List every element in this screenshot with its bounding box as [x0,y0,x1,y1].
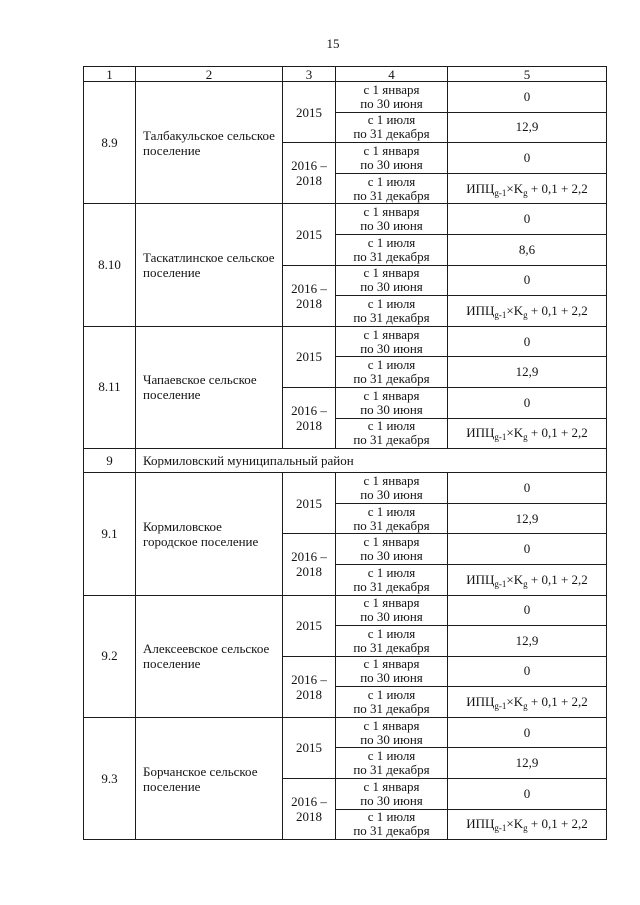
period-line: по 30 июня [360,340,423,356]
settlement-name-line: поселение [143,387,201,403]
period-dates [336,503,448,534]
years-line: 2015 [296,495,322,511]
period-years [283,204,336,265]
formula-text: + 0,1 + 2,2 [527,425,588,441]
formula-text: ИПЦ [466,571,495,587]
settlement-name-line: Борчанское сельское [143,763,258,779]
formula-subscript: g-1 [494,432,507,443]
period-line: по 30 июня [360,731,423,747]
period-line: по 30 июня [360,486,423,502]
period-dates [336,112,448,143]
period-line: с 1 июля [367,173,416,189]
formula-text: ×K [506,180,524,196]
settlement-name-line: поселение [143,656,201,672]
period-line: с 1 июля [367,687,416,703]
period-line: с 1 января [363,717,420,733]
formula-subscript: g-1 [494,701,507,712]
settlement-name-line: поселение [143,142,201,158]
header-row [84,67,607,82]
header-col-3: 3 [283,67,336,82]
rates-table [83,66,607,840]
period-line: по 30 июня [360,156,423,172]
period-dates [336,473,448,504]
settlement-name [136,595,283,717]
formula-text: + 0,1 + 2,2 [527,694,588,710]
rate-value: 0 [448,717,607,748]
period-line: с 1 июля [367,357,416,373]
period-line: с 1 января [363,142,420,158]
rate-value: 0 [448,656,607,687]
period-dates [336,564,448,595]
period-line: по 31 декабря [353,248,430,264]
period-line: с 1 июля [367,625,416,641]
period-dates [336,418,448,449]
period-line: по 30 июня [360,670,423,686]
header-col-1: 1 [84,67,136,82]
settlement-name-line: городское поселение [143,533,259,549]
period-dates [336,626,448,657]
formula-subscript: g-1 [494,823,507,834]
period-line: с 1 июля [367,234,416,250]
settlement-name-line: поселение [143,778,201,794]
period-line: с 1 января [363,656,420,672]
rate-value: 0 [448,204,607,235]
period-dates [336,656,448,687]
settlement-name-line: Чапаевское сельское [143,372,257,388]
rate-value: 12,9 [448,748,607,779]
formula-subscript: g-1 [494,578,507,589]
period-years [283,473,336,534]
years-line: 2018 [296,809,322,825]
period-line: с 1 января [363,778,420,794]
rate-value: 0 [448,82,607,113]
table-row [84,82,607,113]
formula-subscript: g [523,701,528,712]
period-years [283,326,336,387]
period-years [283,143,336,204]
formula-text: ИПЦ [466,425,495,441]
formula-text: + 0,1 + 2,2 [527,302,588,318]
settlement-name [136,717,283,839]
rate-value: 12,9 [448,357,607,388]
period-dates [336,82,448,113]
settlement-name-line: Кормиловское [143,518,222,534]
period-line: с 1 июля [367,418,416,434]
settlement-name [136,473,283,595]
period-dates [336,687,448,718]
rate-value: 8,6 [448,234,607,265]
years-line: 2018 [296,564,322,580]
period-dates [336,265,448,296]
period-line: по 31 декабря [353,578,430,594]
years-line: 2018 [296,686,322,702]
period-dates [336,748,448,779]
formula-subscript: g [523,823,528,834]
formula-subscript: g [523,432,528,443]
years-line: 2018 [296,173,322,189]
period-dates [336,326,448,357]
rate-value: 0 [448,595,607,626]
period-dates [336,357,448,388]
period-line: с 1 июля [367,112,416,128]
header-col-4: 4 [336,67,448,82]
period-line: с 1 июля [367,295,416,311]
years-line: 2016 – [291,158,327,174]
period-line: по 30 июня [360,401,423,417]
table-row [84,204,607,235]
rate-value: 0 [448,473,607,504]
item-number: 8.11 [84,326,136,448]
settlement-name [136,326,283,448]
page-number: 15 [326,36,340,51]
rate-value: 0 [448,265,607,296]
period-line: с 1 января [363,472,420,488]
period-line: с 1 июля [367,564,416,580]
years-line: 2015 [296,226,322,242]
header-col-2: 2 [136,67,283,82]
rate-value: 12,9 [448,626,607,657]
table-row [84,595,607,626]
period-line: по 30 июня [360,279,423,295]
period-line: с 1 июля [367,503,416,519]
years-line: 2015 [296,618,322,634]
period-line: по 31 декабря [353,701,430,717]
period-dates [336,534,448,565]
formula-value [448,687,607,718]
settlement-name-line: Талбакульское сельское [143,127,275,143]
item-number: 8.9 [84,82,136,204]
item-number: 9.3 [84,717,136,839]
formula-subscript: g [523,309,528,320]
formula-text: ×K [506,571,524,587]
formula-value [448,809,607,840]
years-line: 2016 – [291,403,327,419]
period-line: по 31 декабря [353,823,430,839]
formula-value [448,296,607,327]
period-dates [336,296,448,327]
formula-text: + 0,1 + 2,2 [527,816,588,832]
formula-text: ×K [506,816,524,832]
period-years [283,656,336,717]
formula-value [448,173,607,204]
period-years [283,534,336,595]
years-line: 2016 – [291,794,327,810]
table-row [84,473,607,504]
period-years [283,387,336,448]
settlement-name [136,204,283,326]
item-number: 9.1 [84,473,136,595]
period-years [283,717,336,778]
period-dates [336,717,448,748]
period-line: по 31 декабря [353,309,430,325]
period-dates [336,779,448,810]
years-line: 2018 [296,418,322,434]
period-dates [336,387,448,418]
period-dates [336,173,448,204]
rate-value: 0 [448,143,607,174]
rate-value: 12,9 [448,503,607,534]
period-line: по 31 декабря [353,639,430,655]
period-dates [336,204,448,235]
formula-value [448,564,607,595]
formula-text: ×K [506,694,524,710]
formula-subscript: g [523,578,528,589]
formula-text: + 0,1 + 2,2 [527,180,588,196]
district-number: 9 [84,449,136,473]
formula-text: + 0,1 + 2,2 [527,571,588,587]
period-line: по 31 декабря [353,371,430,387]
formula-subscript: g-1 [494,187,507,198]
years-line: 2015 [296,349,322,365]
period-line: по 31 декабря [353,126,430,142]
period-line: по 31 декабря [353,432,430,448]
period-line: по 30 июня [360,792,423,808]
item-number: 8.10 [84,204,136,326]
years-line: 2016 – [291,549,327,565]
period-line: по 31 декабря [353,517,430,533]
formula-text: ИПЦ [466,302,495,318]
settlement-name [136,82,283,204]
period-years [283,82,336,143]
formula-text: ИПЦ [466,816,495,832]
item-number: 9.2 [84,595,136,717]
period-dates [336,234,448,265]
table-row [84,717,607,748]
period-line: с 1 января [363,387,420,403]
period-line: с 1 января [363,534,420,550]
formula-text: ×K [506,302,524,318]
period-years [283,265,336,326]
rate-value: 0 [448,779,607,810]
period-line: с 1 января [363,265,420,281]
period-line: по 30 июня [360,548,423,564]
period-line: по 30 июня [360,609,423,625]
formula-text: ИПЦ [466,180,495,196]
years-line: 2015 [296,740,322,756]
period-dates [336,595,448,626]
years-line: 2016 – [291,280,327,296]
period-dates [336,809,448,840]
formula-subscript: g [523,187,528,198]
formula-text: ИПЦ [466,694,495,710]
formula-subscript: g-1 [494,309,507,320]
district-name: Кормиловский муниципальный район [136,449,607,473]
period-line: по 31 декабря [353,187,430,203]
settlement-name-line: поселение [143,265,201,281]
period-line: с 1 января [363,81,420,97]
rate-value: 0 [448,534,607,565]
period-line: с 1 июля [367,809,416,825]
header-col-5: 5 [448,67,607,82]
years-line: 2016 – [291,671,327,687]
period-line: с 1 января [363,595,420,611]
period-line: по 30 июня [360,95,423,111]
period-line: с 1 июля [367,748,416,764]
table-body [84,67,607,840]
rate-value: 0 [448,326,607,357]
period-years [283,779,336,840]
rate-value: 0 [448,387,607,418]
period-years [283,595,336,656]
period-line: с 1 января [363,204,420,220]
district-row [84,449,607,473]
settlement-name-line: Таскатлинское сельское [143,250,275,266]
period-line: по 31 декабря [353,762,430,778]
period-line: с 1 января [363,326,420,342]
years-line: 2015 [296,104,322,120]
formula-text: ×K [506,425,524,441]
formula-value [448,418,607,449]
settlement-name-line: Алексеевское сельское [143,641,270,657]
rate-value: 12,9 [448,112,607,143]
table-row [84,326,607,357]
years-line: 2018 [296,295,322,311]
period-line: по 30 июня [360,218,423,234]
period-dates [336,143,448,174]
